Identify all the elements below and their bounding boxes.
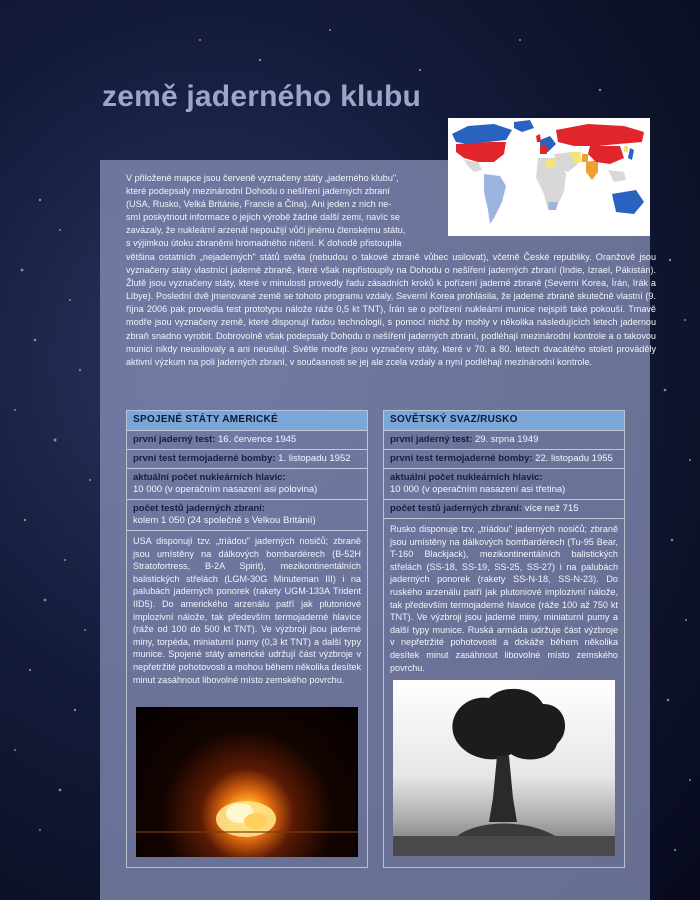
trinity-test-photo bbox=[136, 707, 358, 857]
ussr-tests-row bbox=[384, 499, 624, 518]
map-north-korea bbox=[624, 146, 628, 152]
usa-first-test-label: první jaderný test: bbox=[133, 434, 216, 445]
ussr-warheads-label: aktuální počet nukleárních hlavic: bbox=[390, 472, 543, 483]
ussr-description: Rusko disponuje tzv. „triádou" jaderných nosičů; zbraně jsou umístěny na dálkových bombardérech (Tu-95 Bear, T-160 Blackjack), mezikontinentálních balistických střelách (SS-18, SS-19, SS-25, SS-27) i na palubách jaderných ponorek (rakety SS-N-18, SS-N-23). Do ruského arzenálu patří jak plutoniové implozivní nálože, tak především termojaderné hlavice (ráže 100 až 750 kt TNT). Ve výzbroji jsou jaderné miny, miniaturní pumy a další typy munice. Ruská armáda udržuje část výzbroje v nepřetržité pohotovosti a dokáže během několika desítek minut zasáhnout libovolné místo zemského povrchu. bbox=[384, 518, 624, 678]
ussr-warheads-row bbox=[384, 468, 624, 499]
ussr-tests-label: počet testů jaderných zbraní: bbox=[390, 503, 522, 514]
usa-tests-label: počet testů jaderných zbraní: bbox=[133, 503, 265, 514]
intro-paragraph: většina ostatních „nejaderných" států světa (nebudou o takové zbraně vůbec usilovat), včetně České republiky. Oranžově jsou vyznačeny státy vlastnící jaderné zbraně, které však nepřistoupily na Dohodu o nešíření jaderných zbraní (Indie, Izrael, Pákistán). Žlutě jsou vyznačeny státy, které v minulosti provedly řadu zásadních kroků k pořízení jaderné zbraně (Severní Korea, Írán, Irák a Libye). Poslední dvě jmenované země se tohoto programu vzdaly, Severní Korea prohlásila, že jaderné zbraně skutečně vlastní (9. října 2006 pak provedla test prototypu nálože ráže 0,5 kt TNT), Írán se o pořízení nukleární munice nejspíš také pokouší. Tmavě modře jsou vyznačeny země, které disponují řadou technologií, s pomocí nichž by mohly v několika následujících letech jadernou zbraň snadno vyrobit. Dobrovolně však podepsaly Dohodu o nešíření jaderných zbraní, podléhají mezinárodní kontrole a o takovou munici nikdy neusilovaly a ani neusilují. Světle modře jsou vyznačeny státy, které v 70. a 80. letech dvacátého století prováděly aktivní výzkum na poli jaderných zbraní, v současnosti se jej ale zcela vzdaly a nyní podléhají mezinárodní kontrole. bbox=[126, 252, 656, 367]
rds1-mushroom-cloud-photo bbox=[393, 680, 615, 856]
usa-first-test-value: 16. července 1945 bbox=[218, 434, 297, 445]
intro-line: zavázaly, že nukleární arzenál nepoužijí vůči jinému členskému státu, bbox=[126, 225, 406, 236]
mushroom-cloud-graphic bbox=[393, 680, 615, 856]
ussr-thermo-value: 22. listopadu 1955 bbox=[535, 453, 613, 464]
usa-warheads-value: 10 000 (v operačním nasazení asi polovina) bbox=[133, 484, 318, 495]
usa-description: USA disponují tzv. „triádou" jaderných nosičů; zbraně jsou umístěny na dálkových bombardérech (B-52H Stratofortress, B-2A Spirit), mezikontinentálních balistických střelách (LGM-30G Minuteman III) i na palubách jaderných ponorek (rakety UGM-133A Trident IID5). Do amerického arzenálu patří jak plutoniové implozivní nálože, tak především termojaderné hlavice (ráže od 100 do 500 kt TNT). Ve výzbroji jsou jaderné miny, torpéda, miniaturní pumy (0,3 kt TNT) a další typy munice. Spojené státy americké udržují část výzbroje v nepřetržité pohotovosti a mohou během několika desítek minut zasáhnout libovolné místo zemského povrchu. bbox=[127, 530, 367, 690]
nuclear-club-world-map bbox=[448, 118, 650, 236]
fireball-graphic bbox=[136, 707, 358, 857]
usa-heading: SPOJENÉ STÁTY AMERICKÉ bbox=[127, 411, 367, 430]
ussr-tests-value: více než 715 bbox=[524, 503, 579, 514]
ussr-first-test-label: první jaderný test: bbox=[390, 434, 473, 445]
usa-warheads-label: aktuální počet nukleárních hlavic: bbox=[133, 472, 286, 483]
ussr-thermo-row bbox=[384, 449, 624, 468]
usa-thermo-row bbox=[127, 449, 367, 468]
intro-line: V přiložené mapce jsou červeně vyznačeny státy „jaderného klubu", bbox=[126, 173, 399, 183]
ussr-first-test-value: 29. srpna 1949 bbox=[475, 434, 539, 445]
page-title: země jaderného klubu bbox=[102, 80, 422, 113]
ussr-first-test-row bbox=[384, 430, 624, 449]
intro-line: které podepsaly mezinárodní Dohodu o nešíření jaderných zbraní bbox=[126, 186, 390, 197]
ussr-heading: SOVĚTSKÝ SVAZ/RUSKO bbox=[384, 411, 624, 430]
usa-tests-row bbox=[127, 499, 367, 530]
usa-thermo-value: 1. listopadu 1952 bbox=[278, 453, 351, 464]
intro-narrow bbox=[126, 172, 444, 251]
ussr-thermo-label: první test termojaderné bomby: bbox=[390, 453, 533, 464]
map-pakistan bbox=[582, 154, 588, 162]
usa-first-test-row bbox=[127, 430, 367, 449]
ussr-warheads-value: 10 000 (v operačním nasazení asi třetina) bbox=[390, 484, 566, 495]
usa-thermo-label: první test termojaderné bomby: bbox=[133, 453, 276, 464]
intro-line: (USA, Rusko, Velká Británie, Francie a Čína). Ani jeden z nich ne- bbox=[126, 199, 392, 210]
intro-line: s výjimkou útoku zbraněmi hromadného ničení. K dohodě přistoupila bbox=[126, 238, 402, 249]
world-map-graphic bbox=[448, 118, 650, 236]
usa-tests-value: kolem 1 050 (24 společně s Velkou Británií) bbox=[133, 515, 316, 526]
intro-line: smí poskytnout informace o jejich výrobě žádné další zemi, navíc se bbox=[126, 212, 400, 223]
map-france bbox=[540, 146, 547, 154]
map-libya bbox=[546, 160, 556, 168]
usa-warheads-row bbox=[127, 468, 367, 499]
